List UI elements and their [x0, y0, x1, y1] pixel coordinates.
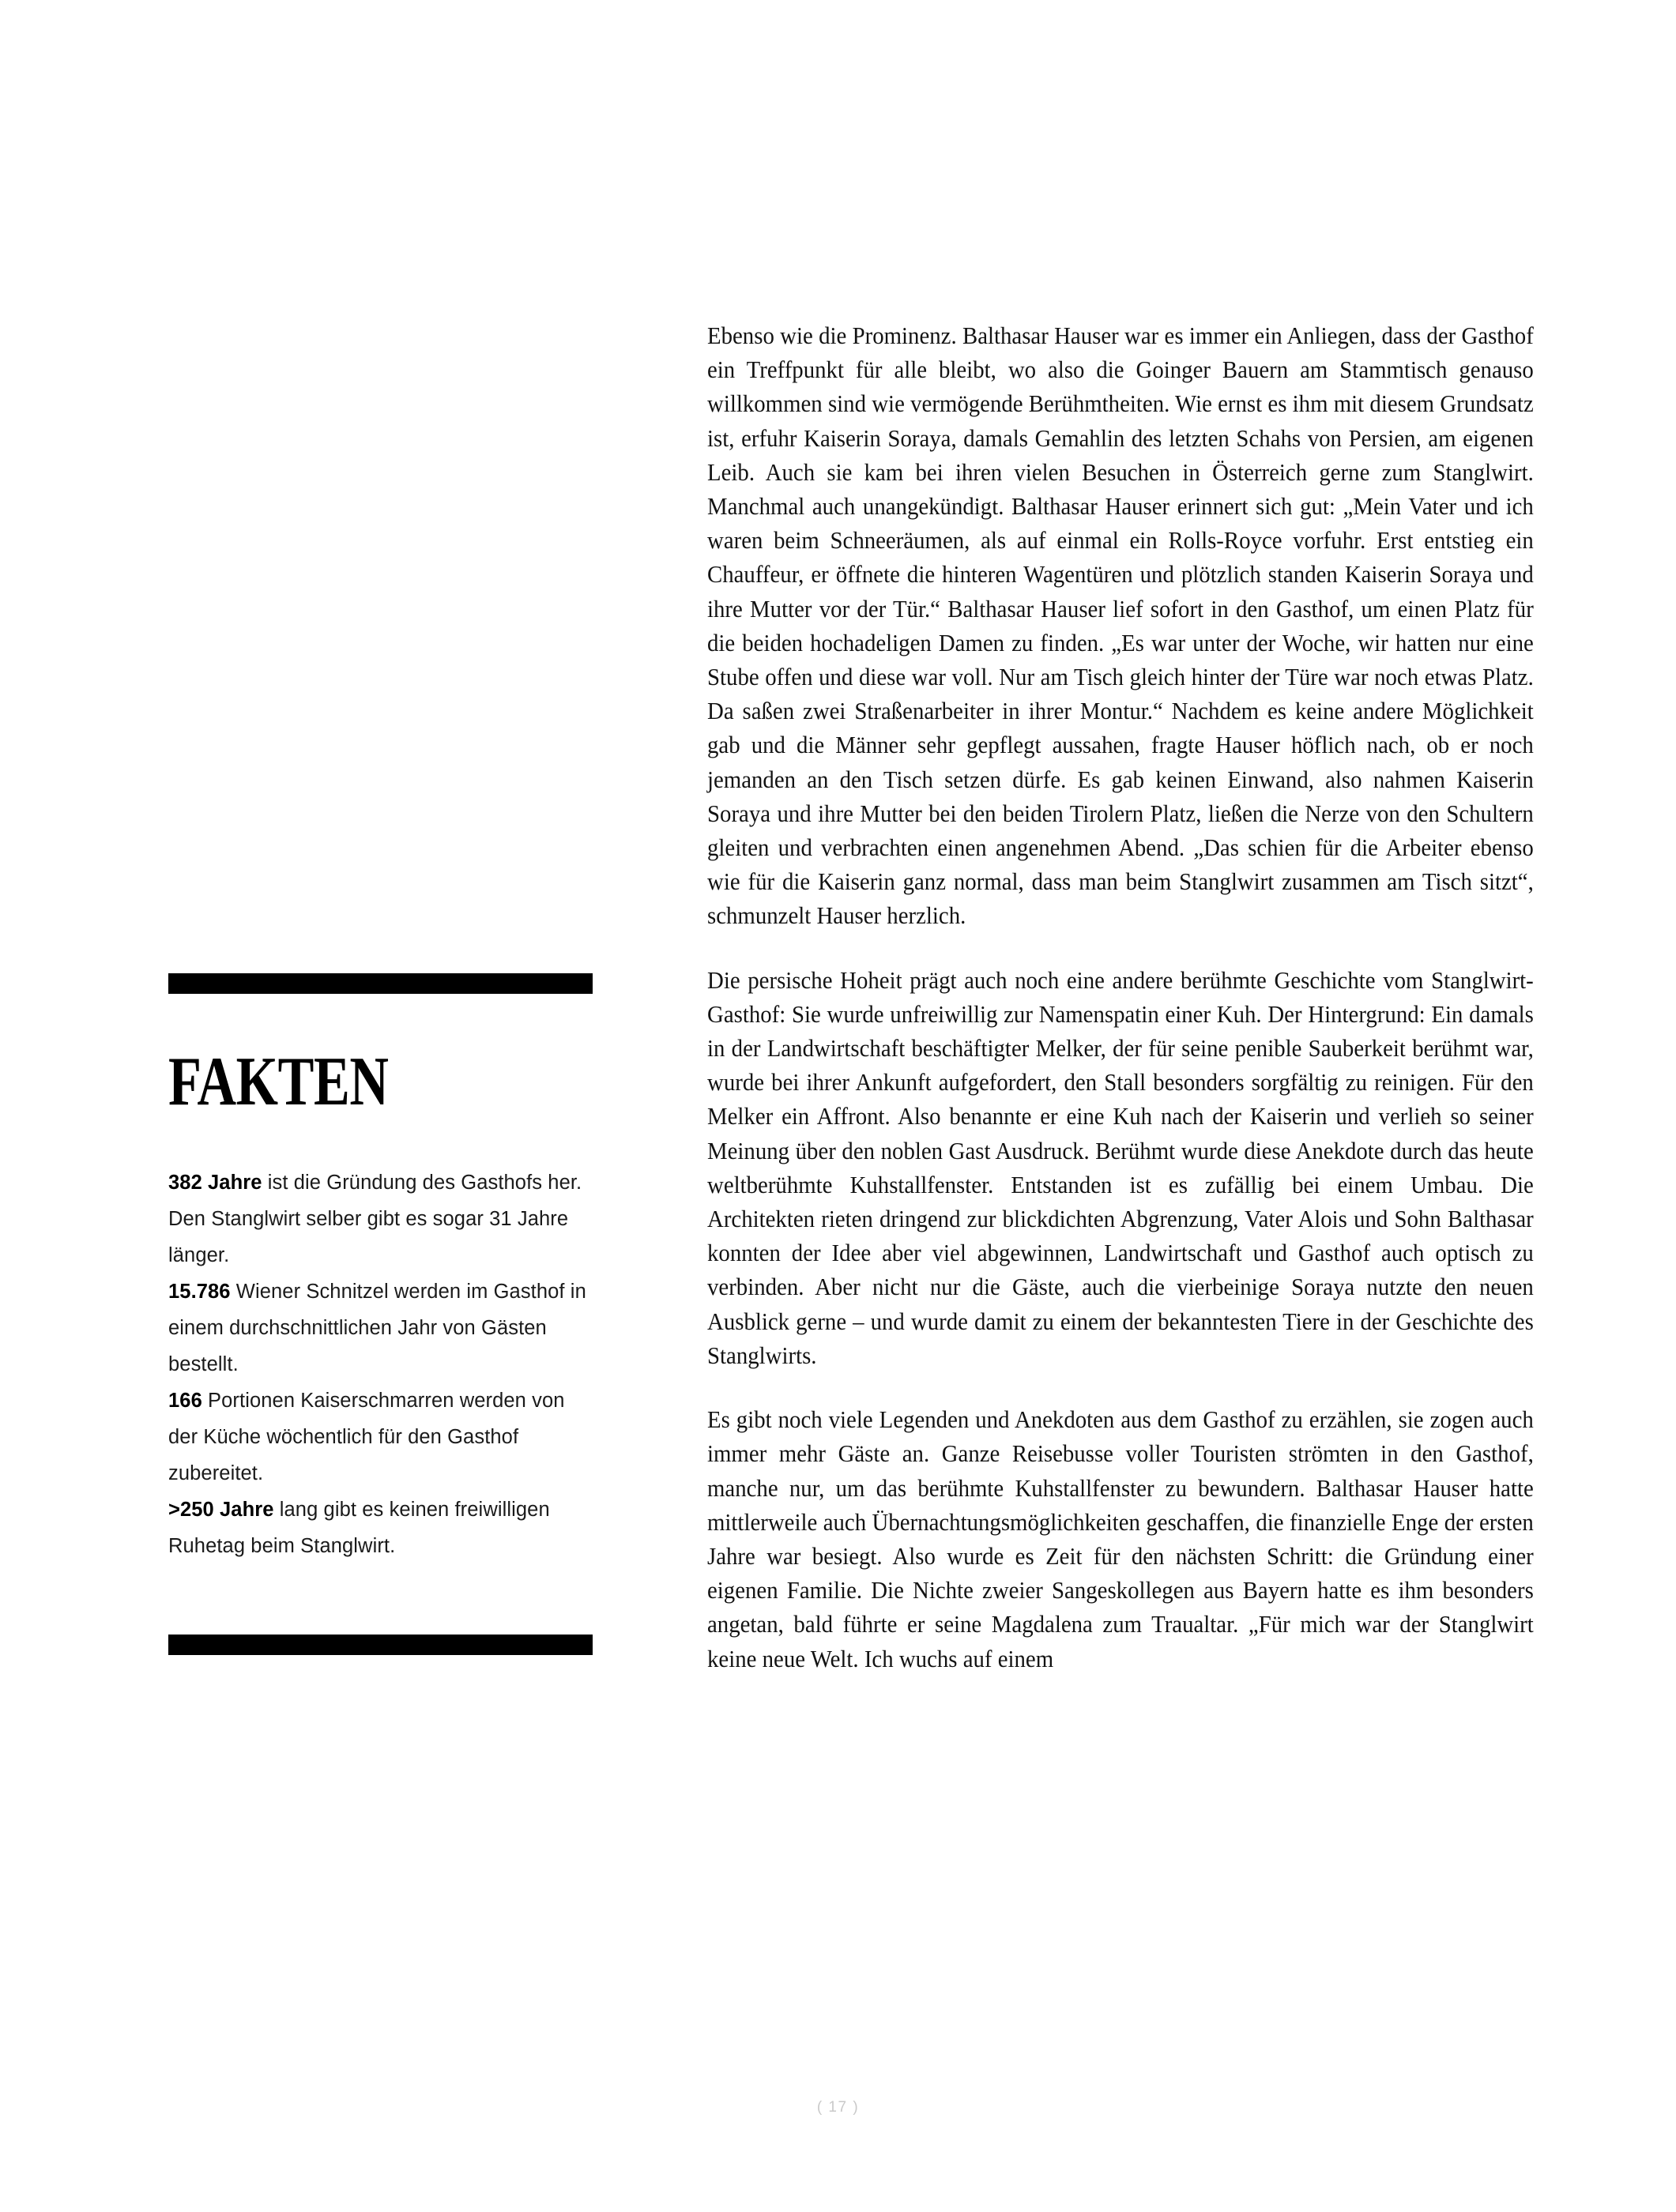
fact-item — [168, 1492, 593, 1564]
page-number: ( 17 ) — [816, 2099, 860, 2116]
fact-item — [168, 1164, 593, 1273]
facts-list — [168, 1164, 593, 1564]
fact-text: Portionen Kaiserschmarren werden von der Küche wöchentlich für den Gasthof zubereitet. — [168, 1390, 565, 1484]
facts-box — [168, 973, 593, 1564]
fact-item — [168, 1273, 593, 1382]
fact-text: lang gibt es keinen freiwilligen Ruhetag beim Stanglwirt. — [168, 1499, 550, 1557]
article-paragraph: Es gibt noch viele Legenden und Anekdoten aus dem Gasthof zu erzählen, sie zogen auch immer mehr Gäste an. Ganze Reisebusse voller Touristen strömten in den Gasthof, manche nur, um das berühmte Kuhstallfenster zu bewundern. Balthasar Hauser hatte mittlerweile auch Übernachtungsmöglichkeiten geschaffen, die finanzielle Enge der ersten Jahre war besiegt. Also wurde es Zeit für den nächsten Schritt: die Gründung einer eigenen Familie. Die Nichte zweier Sangeskollegen aus Bayern hatte es ihm besonders angetan, bald führte er seine Magdalena zum Traualtar. „Für mich war der Stanglwirt keine neue Welt. Ich wuchs auf einem — [707, 1406, 1534, 1672]
article-paragraph: Die persische Hoheit prägt auch noch eine andere berühmte Geschichte vom Stanglwirt-Gasthof: Sie wurde unfreiwillig zur Namenspatin einer Kuh. Der Hintergrund: Ein damals in der Landwirtschaft beschäftigter Melker, der für seine penible Sauberkeit berühmt war, wurde bei ihrer Ankunft aufgefordert, den Stall besonders sorgfältig zu reinigen. Für den Melker ein Affront. Also benannte er eine Kuh nach der Kaiserin und verlieh so seiner Meinung über den noblen Gast Ausdruck. Berühmt wurde diese Anekdote durch das heute weltberühmte Kuhstallfenster. Entstanden ist es zufällig bei einem Umbau. Die Architekten rieten dringend zur blickdichten Abgrenzung, Vater Alois und Sohn Balthasar konnten der Idee aber viel abgewinnen, Landwirtschaft und Gasthof auch optisch zu verbinden. Aber nicht nur die Gäste, auch die vierbeinige Soraya nutzte den neuen Ausblick gerne – und wurde damit zu einem der bekanntesten Tiere in der Geschichte des Stanglwirts. — [707, 966, 1534, 1369]
fact-lead: 166 — [168, 1390, 202, 1412]
article-body — [707, 319, 1534, 1676]
facts-bottom-rule — [168, 1635, 593, 1655]
article-paragraph: Ebenso wie die Prominenz. Balthasar Hauser war es immer ein Anliegen, dass der Gasthof ein Treffpunkt für alle bleibt, wo also die Goinger Bauern am Stammtisch genauso willkommen sind wie vermögende Berühmtheiten. Wie ernst es ihm mit diesem Grundsatz ist, erfuhr Kaiserin Soraya, damals Gemahlin des letzten Schahs von Persien, am eigenen Leib. Auch sie kam bei ihren vielen Besuchen in Österreich gerne zum Stanglwirt. Manchmal auch unangekündigt. Balthasar Hauser erinnert sich gut: „Mein Vater und ich waren beim Schneeräumen, als auf einmal ein Rolls-Royce vorfuhr. Erst entstieg ein Chauffeur, er öffnete die hinteren Wagentüren und plötzlich standen Kaiserin Soraya und ihre Mutter vor der Tür.“ Balthasar Hauser lief sofort in den Gasthof, um einen Platz für die beiden hochadeligen Damen zu finden. „Es war unter der Woche, wir hatten nur eine Stube offen und diese war voll. Nur am Tisch gleich hinter der Türe war noch etwas Platz. Da saßen zwei Straßenarbeiter in ihrer Montur.“ Nachdem es keine andere Möglichkeit gab und die Männer sehr gepflegt aussahen, fragte Hauser höflich nach, ob er noch jemanden an den Tisch setzen dürfe. Es gab keinen Einwand, also nahmen Kaiserin Soraya und ihre Mutter bei den beiden Tirolern Platz, ließen die Nerze von den Schultern gleiten und verbrachten einen angenehmen Abend. „Das schien für die Arbeiter ebenso wie für die Kaiserin ganz normal, dass man beim Stanglwirt zusammen am Tisch sitzt“, schmunzelt Hauser herzlich. — [707, 322, 1534, 930]
fact-text: ist die Gründung des Gasthofs her. Den Stanglwirt selber gibt es sogar 31 Jahre länger. — [168, 1172, 582, 1266]
fact-text: Wiener Schnitzel werden im Gasthof in einem durchschnittlichen Jahr von Gästen bestellt. — [168, 1281, 586, 1375]
facts-title: FAKTEN — [168, 1044, 389, 1120]
fact-item — [168, 1382, 593, 1492]
fact-lead: 382 Jahre — [168, 1172, 262, 1194]
fact-lead: >250 Jahre — [168, 1499, 274, 1521]
fact-lead: 15.786 — [168, 1281, 231, 1303]
facts-top-rule — [168, 973, 593, 994]
